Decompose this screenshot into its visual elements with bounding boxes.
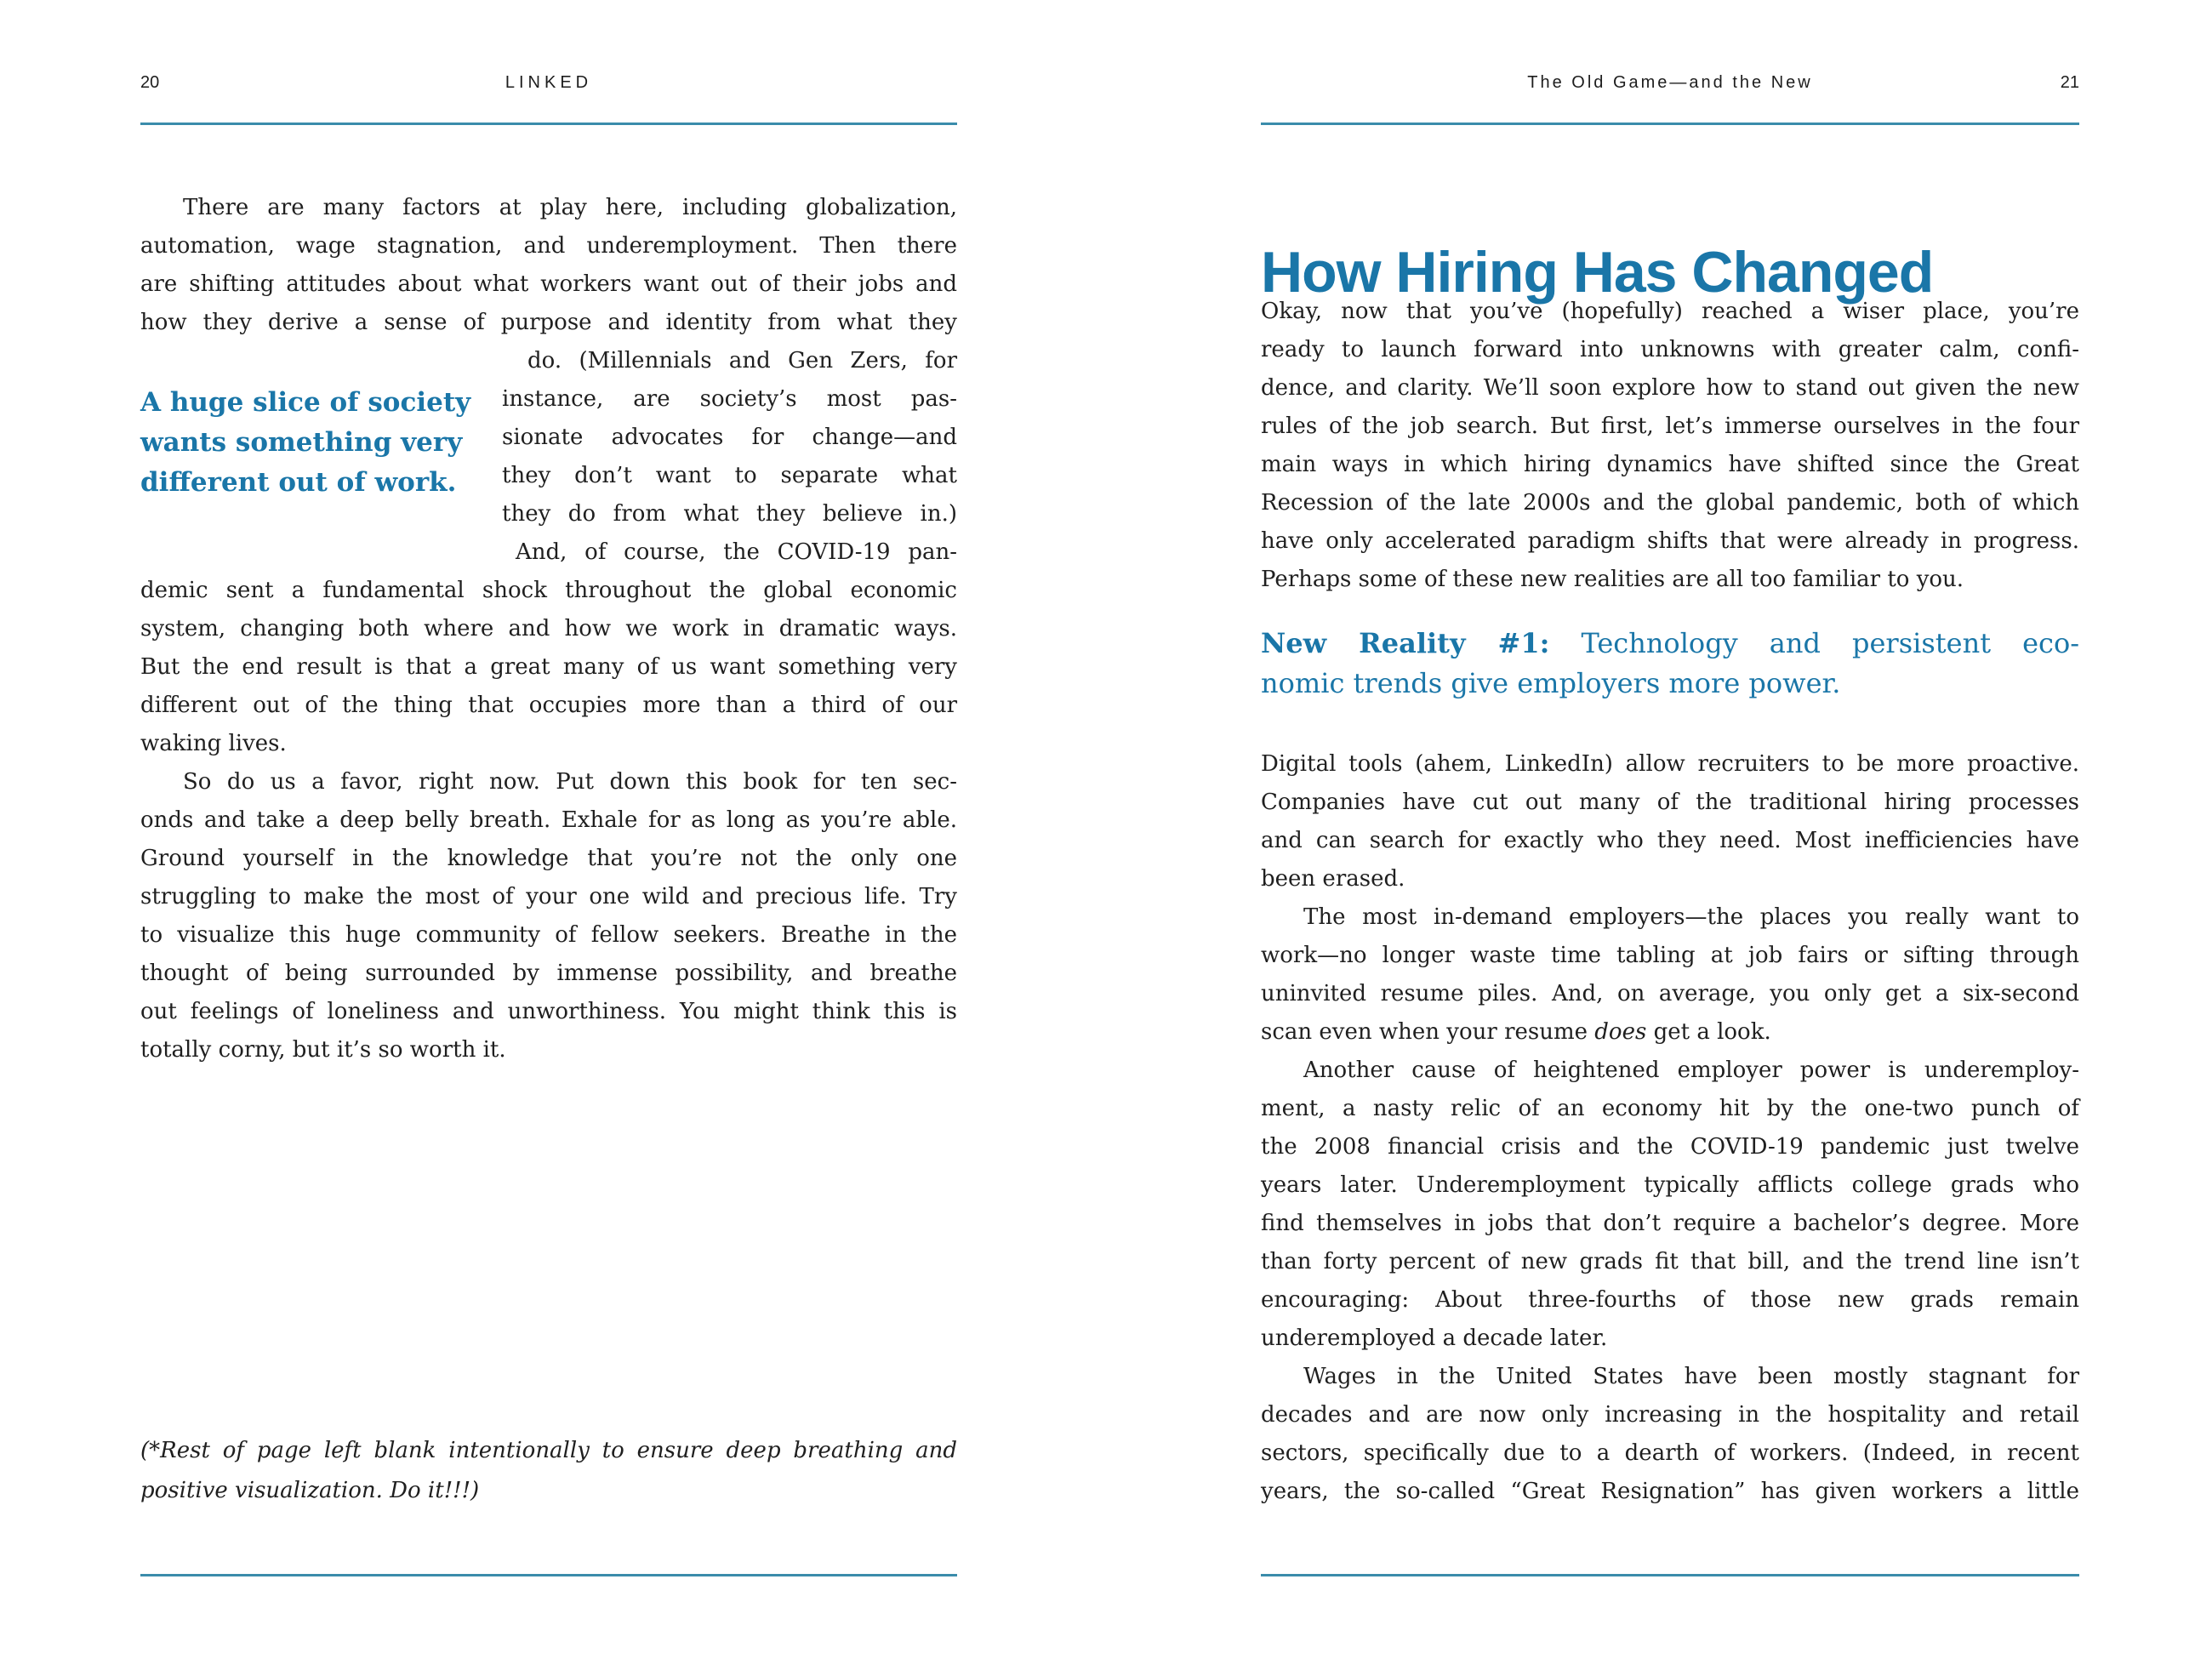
running-head: LINKED bbox=[505, 73, 593, 92]
text-line: dence, and clarity. We’ll soon explore how to stand out given the new bbox=[1261, 375, 2079, 401]
text-line: work—no longer waste time tabling at job fairs or sifting through bbox=[1261, 943, 2079, 968]
paragraph-breathing bbox=[140, 763, 957, 1069]
text-line: ment, a nasty relic of an economy hit by the one-two punch of bbox=[1261, 1096, 2079, 1121]
text-line: years, the so-called “Great Resignation” has given workers a little bbox=[1261, 1479, 2079, 1504]
text-line: they don’t want to separate what bbox=[502, 463, 957, 488]
text-line: wants something very bbox=[140, 427, 463, 458]
subheading-line-1 bbox=[1261, 624, 2079, 664]
text-line: have only accelerated paradigm shifts that were already in progress. bbox=[1261, 528, 2079, 554]
text-line: Recession of the late 2000s and the global pandemic, both of which bbox=[1261, 490, 2079, 516]
running-header-right bbox=[1261, 73, 2079, 95]
text-line: There are many factors at play here, including globalization, bbox=[183, 195, 957, 220]
text-line: to visualize this huge community of fellow seekers. Breathe in the bbox=[140, 922, 957, 948]
text-line: uninvited resume piles. And, on average, you only get a six-second bbox=[1261, 981, 2079, 1006]
text-line: underemployed a decade later. bbox=[1261, 1325, 1608, 1351]
text-line: Companies have cut out many of the traditional hiring processes bbox=[1261, 790, 2079, 815]
paragraph-continuation bbox=[140, 572, 957, 763]
text-line: A huge slice of society bbox=[140, 387, 471, 418]
text-line: automation, wage stagnation, and underemployment. Then there bbox=[140, 233, 957, 259]
text-line: struggling to make the most of your one wild and precious life. Try bbox=[140, 884, 957, 909]
body-text-left bbox=[140, 189, 957, 1069]
paragraph-opening bbox=[140, 189, 957, 342]
text-line: Okay, now that you’ve (hopefully) reached a wiser place, you’re bbox=[1261, 299, 2079, 324]
footer-rule bbox=[1261, 1574, 2079, 1576]
text-line: they do from what they believe in.) bbox=[502, 501, 957, 527]
chapter-title: How Hiring Has Changed bbox=[1261, 239, 1934, 305]
text-line: than forty percent of new grads fit that bill, and the trend line isn’t bbox=[1261, 1249, 2079, 1274]
intro-paragraph bbox=[1261, 293, 2079, 599]
pull-quote bbox=[140, 383, 502, 572]
text-line: years later. Underemployment typically afflicts college grads who bbox=[1261, 1172, 2079, 1198]
text-line: and can search for exactly who they need. Most inefficiencies have bbox=[1261, 828, 2079, 853]
text-line: Ground yourself in the knowledge that you’re not the only one bbox=[140, 846, 957, 871]
text-line: are shifting attitudes about what workers want out of their jobs and bbox=[140, 271, 957, 297]
text-line: totally corny, but it’s so worth it. bbox=[140, 1037, 506, 1063]
running-head: The Old Game—and the New bbox=[1527, 73, 1813, 92]
italic-footnote bbox=[140, 1431, 957, 1511]
text-line: do. (Millennials and Gen Zers, for bbox=[527, 348, 957, 373]
text-line: how they derive a sense of purpose and identity from what they bbox=[140, 310, 957, 335]
new-reality-subheading bbox=[1261, 624, 2079, 704]
text-line: decades and are now only increasing in the hospitality and retail bbox=[1261, 1402, 2079, 1428]
wrapped-text bbox=[502, 342, 957, 572]
text-line: onds and take a deep belly breath. Exhale for as long as you’re able. bbox=[140, 807, 957, 833]
text-line: Wages in the United States have been mostly stagnant for bbox=[1303, 1364, 2079, 1389]
page-number: 20 bbox=[140, 73, 160, 92]
text-line: different out of work. bbox=[140, 467, 457, 498]
text-line: find themselves in jobs that don’t require a bachelor’s degree. More bbox=[1261, 1211, 2079, 1236]
subheading-line-2: nomic trends give employers more power. bbox=[1261, 667, 1841, 699]
text-line: The most in-demand employers—the places you really want to bbox=[1303, 904, 2079, 930]
text-line: system, changing both where and how we work in dramatic ways. bbox=[140, 616, 957, 641]
text-line: rules of the job search. But first, let’s immerse ourselves in the four bbox=[1261, 413, 2079, 439]
footer-rule bbox=[140, 1574, 957, 1576]
text-line: been erased. bbox=[1261, 866, 1405, 892]
text-line: instance, are society’s most pas- bbox=[502, 386, 957, 412]
text-line: scan even when your resume does get a look. bbox=[1261, 1019, 1771, 1045]
text-line: encouraging: About three-fourths of those new grads remain bbox=[1261, 1287, 2079, 1313]
text-line: positive visualization. Do it!!!) bbox=[140, 1478, 480, 1503]
text-line: thought of being surrounded by immense possibility, and breathe bbox=[140, 961, 957, 986]
running-header-left bbox=[140, 73, 957, 95]
text-line: the 2008 financial crisis and the COVID-19 pandemic just twelve bbox=[1261, 1134, 2079, 1160]
text-line: (*Rest of page left blank intentionally to ensure deep breathing and bbox=[140, 1438, 957, 1463]
page-number: 21 bbox=[2060, 73, 2079, 92]
text-line: out feelings of loneliness and unworthiness. You might think this is bbox=[140, 999, 957, 1024]
text-line: sectors, specifically due to a dearth of workers. (Indeed, in recent bbox=[1261, 1440, 2079, 1466]
text-line: Perhaps some of these new realities are all too familiar to you. bbox=[1261, 567, 1964, 592]
header-rule bbox=[1261, 123, 2079, 125]
text-line: different out of the thing that occupies more than a third of our bbox=[140, 693, 957, 718]
text-line: ready to launch forward into unknowns with greater calm, confi- bbox=[1261, 337, 2079, 362]
body-text-right bbox=[1261, 745, 2079, 1511]
header-rule bbox=[140, 123, 957, 125]
subheading-label: New Reality #1: bbox=[1261, 627, 1550, 659]
text-line: Digital tools (ahem, LinkedIn) allow recruiters to be more proactive. bbox=[1261, 751, 2079, 777]
page-right bbox=[1106, 0, 2212, 1659]
text-line: demic sent a fundamental shock throughout the global economic bbox=[140, 578, 957, 603]
text-line: waking lives. bbox=[140, 731, 287, 756]
pull-quote-row bbox=[140, 342, 957, 572]
text-line: main ways in which hiring dynamics have shifted since the Great bbox=[1261, 452, 2079, 477]
text-line: And, of course, the COVID-19 pan- bbox=[516, 539, 957, 565]
text-line: So do us a favor, right now. Put down this book for ten sec- bbox=[183, 769, 957, 795]
subheading-text: Technology and persistent eco- bbox=[1581, 627, 2080, 659]
text-line: But the end result is that a great many of us want something very bbox=[140, 654, 957, 680]
text-line: Another cause of heightened employer power is underemploy- bbox=[1303, 1058, 2079, 1083]
text-line: sionate advocates for change—and bbox=[502, 425, 957, 450]
